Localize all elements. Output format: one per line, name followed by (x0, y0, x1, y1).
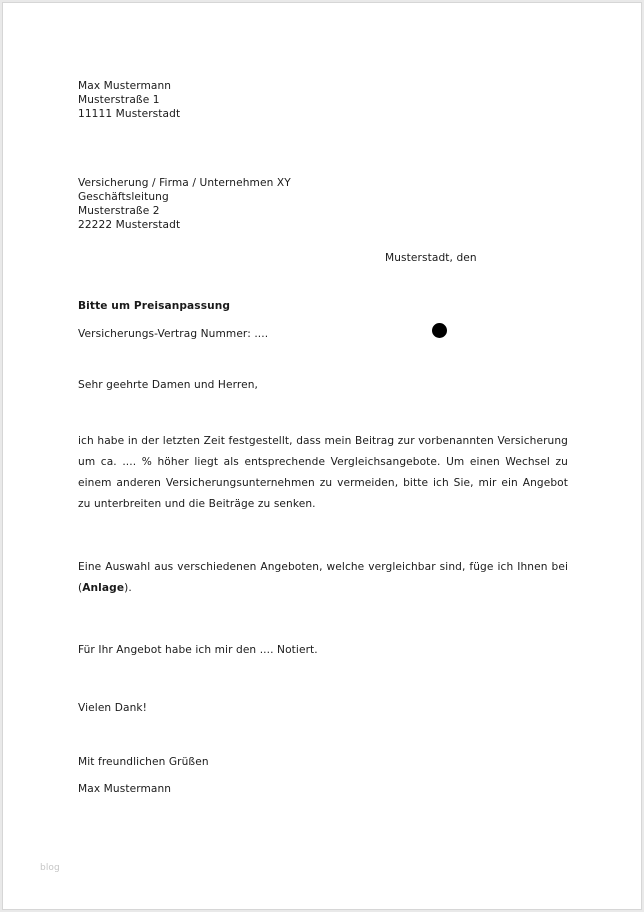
thanks-line: Vielen Dank! (78, 702, 147, 714)
sender-address (78, 79, 180, 121)
attachment-label: Anlage (82, 582, 125, 594)
signature-name: Max Mustermann (78, 783, 172, 795)
sender-city: 11111 Musterstadt (78, 108, 181, 120)
recipient-street: Musterstraße 2 (78, 205, 160, 217)
paragraph-2-end: ). (124, 582, 132, 594)
paragraph-2-text: Eine Auswahl aus verschiedenen Angeboten, welche vergleichbar sind, füge ich Ihnen bei ( (78, 561, 568, 594)
recipient-address (78, 176, 291, 232)
body-paragraph-3: Für Ihr Angebot habe ich mir den .... Notiert. (78, 644, 318, 656)
sender-name: Max Mustermann (78, 80, 172, 92)
body-paragraph-2 (78, 557, 568, 599)
contract-number-line: Versicherungs-Vertrag Nummer: .... (78, 328, 269, 340)
recipient-city: 22222 Musterstadt (78, 219, 181, 231)
sender-street: Musterstraße 1 (78, 94, 160, 106)
subject-line: Bitte um Preisanpassung (78, 300, 231, 312)
recipient-department: Geschäftsleitung (78, 191, 169, 203)
salutation: Sehr geehrte Damen und Herren, (78, 379, 259, 391)
closing-line: Mit freundlichen Grüßen (78, 756, 209, 768)
bullet-dot-mark (432, 323, 447, 338)
body-paragraph-1: ich habe in der letzten Zeit festgestellt, dass mein Beitrag zur vorbenannten Versicherung um ca. .... % höher liegt als entsprechende Vergleichsangebote. Um einen Wechsel zu einem anderen Versicherungsunternehmen zu vermeiden, bitte ich Sie, mir ein Angebot zu unterbreiten und die Beiträge zu senken. (78, 435, 568, 510)
recipient-company: Versicherung / Firma / Unternehmen XY (78, 177, 291, 189)
letter-page (2, 2, 642, 910)
watermark-text: blog (40, 863, 60, 873)
date-line: Musterstadt, den (385, 252, 477, 264)
